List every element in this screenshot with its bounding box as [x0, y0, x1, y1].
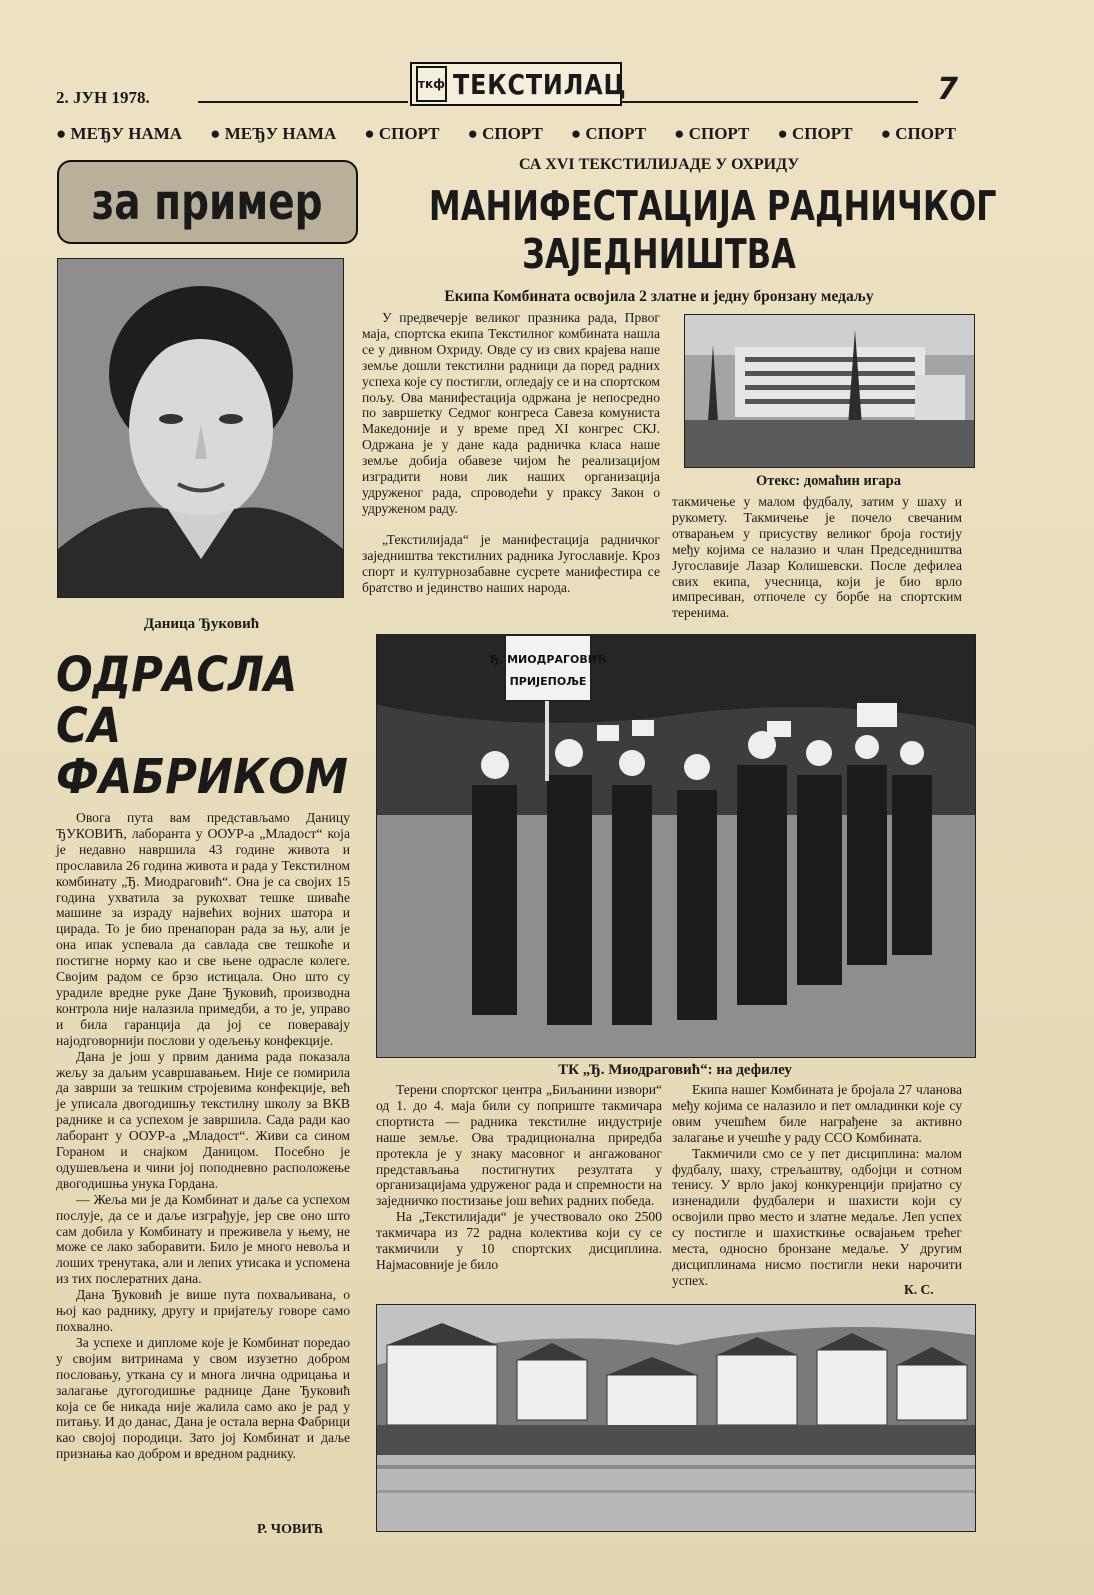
body-paragraph: такмичење у малом фудбалу, затим у шаху и рукомету. Такмичење је почело свечаним отварањем у присуству великог броја гостију међу којима се налазио и члан Председништва Југославије Лазар Колишевски. После дефилеа свих екипа, учесница, који је био врло импресиван, отпочеле су борбе на спортским теренима.	[672, 494, 962, 621]
main-column-d	[672, 1082, 962, 1289]
ohrid-town-image	[377, 1305, 975, 1531]
masthead-logo	[410, 62, 627, 106]
otex-building-image	[685, 315, 974, 467]
body-paragraph: Такмичили смо се у пет дисциплина: малом фудбалу, шаху, стрељаштву, одбојци и сотном тенису. У врло јакој конкуренцији пријатно су изненадили фудбалери и шахисти који су освојили прво место и златне медаље. Леп успех су постигле и шахисткиње освајањем трећег места, односно бронзане медаље. У другим дисциплинама нисмо постигли неки нарочити успех.	[672, 1145, 962, 1288]
main-column-a	[362, 310, 660, 517]
body-paragraph: Екипа нашег Комбината је бројала 27 чланова међу којима се налазило и пет омладинки које су овим учешћем биле награђене за активно залагање и учешће у раду ССО Комбината.	[672, 1082, 962, 1145]
parade-sign-text: Ђ. МИОДРАГОВИЋ	[489, 653, 607, 666]
section-label: ● СПОРТ	[777, 124, 852, 144]
section-label: ● МЕЂУ НАМА	[56, 124, 182, 144]
body-paragraph: У предвечерје великог празника рада, Првог маја, спортска екипа Текстилног комбината нашла се у дивном Охриду. Овде су из свих крајева наше земље дошли текстилни радници да поред радних успеха које су постигли, огледају се и на спортском пољу. Ова манифестација одржана је непосредно по завршетку Седмог конгреса Савеза комуниста Македоније и у време пред XI конгрес СКЈ. Одржана је у дане када радничка класа наше земље добија обавезе чијом ће реализацијом изградити нови лик наших организација удруженог рада, спроводећи у праксу Закон о удруженом раду.	[362, 310, 660, 516]
left-article-body	[56, 810, 350, 1462]
section-label: ● СПОРТ	[881, 124, 956, 144]
section-strip	[56, 124, 956, 144]
ohrid-town-photo	[376, 1304, 976, 1532]
body-paragraph: „Текстилијада“ је манифестација радничког заједништва текстилних радника Југославије. Кроз спорт и културнозабавне сусрете манифестира се братство и јединство наших народа.	[362, 532, 660, 595]
main-signature: К. С.	[904, 1282, 934, 1297]
body-paragraph: За успехе и дипломе које је Комбинат поредао у својим витринама у свом изузетно добром пословању, уткана су и многа лична одрицања и залагање дугогодишње раднице Дане Ђуковић која се бе никада није жалила само ако је рад у питању. И до данас, Дана је остала верна Фабрици као својој породици. Зато јој Комбинат и даље признања као добром и вредном раднику.	[56, 1334, 350, 1462]
masthead-rule-right	[620, 101, 918, 103]
otex-photo	[684, 314, 975, 468]
portrait-photo	[57, 258, 344, 598]
body-paragraph: — Жеља ми је да Комбинат и даље са успехом послује, да се и даље изграђује, јер све оно што сам добила у Комбинату и преживела у њему, не може се лако заборавити. Било је много невоља и лоших тренутака, али и лепих утисака и успомена из тих послератних дана.	[56, 1191, 350, 1287]
main-headline	[428, 182, 997, 278]
main-kicker: СА XVI ТЕКСТИЛИЈАДЕ У ОХРИДУ	[518, 156, 800, 173]
parade-image	[377, 635, 975, 1057]
left-headline-line: СА	[56, 697, 122, 754]
section-label: ● МЕЂУ НАМА	[210, 124, 336, 144]
main-headline-line: МАНИФЕСТАЦИЈА РАДНИЧКОГ	[428, 182, 997, 230]
main-headline-line: ЗАЈЕДНИШТВА	[522, 230, 796, 278]
parade-photo-caption: ТК „Ђ. Миодраговић“: на дефилеу	[558, 1062, 792, 1078]
parade-sign-text: ПРИЈЕПОЉЕ	[509, 675, 587, 688]
body-paragraph: Терени спортског центра „Биљанини извори“ од 1. до 4. маја били су поприште такмичара спортиста — радника текстилне индустрије наше земље. Ова традиционална приредба протекла је у знаку масовног и ангажованог представљања постигнутих резултата у организацијама удруженог рада и спремности на заједничко постизање још већих радних победа.	[376, 1082, 662, 1209]
left-headline-line: ФАБРИКОМ	[56, 748, 349, 805]
otex-photo-caption: Отекс: домаћин игара	[756, 473, 901, 489]
main-column-a-cont	[362, 532, 660, 596]
paper-name: ТЕКСТИЛАЦ	[453, 67, 627, 101]
section-label: ● СПОРТ	[674, 124, 749, 144]
section-label: ● СПОРТ	[571, 124, 646, 144]
logo-mark-icon: ткф	[416, 66, 447, 102]
left-kicker-box	[57, 160, 358, 244]
page-number: 7	[937, 72, 958, 107]
left-kicker: за пример	[91, 173, 324, 231]
main-subhead: Екипа Комбината освојила 2 златне и једну бронзану медаљу	[444, 288, 874, 305]
masthead-rule-left	[198, 101, 408, 103]
portrait-image	[58, 259, 343, 597]
left-headline-line: ОДРАСЛА	[56, 647, 298, 703]
issue-date: 2. ЈУН 1978.	[56, 88, 150, 107]
body-paragraph: Овога пута вам представљамо Даницу ЂУКОВИЋ, лаборанта у ООУР-а „Младост“ која је недавно навршила 43 године живота и прославила 26 година живота и рада у Текстилном комбинату „Ђ. Миодраговић“. Она је са својих 15 година ухватила за рукохват тешке шиваће машине за израду највећих војних шатора и цирада. То је био пренапоран рада за њу, али је она ипак успевала да савлада све тешкоће и постигне норму као и све њене одрасле колеге. Својим радом се брзо истицала. Оно што су урадиле вредне руке Дане Ђуковић, производна контрола није налазила примедби, а то је, управо и била гаранција да јој се поверавају најодговорнији послови у одељењу конфекције.	[56, 810, 350, 1048]
portrait-caption: Даница Ђуковић	[143, 616, 260, 632]
main-column-c	[376, 1082, 662, 1273]
left-signature: Р. ЧОВИЋ	[257, 1522, 324, 1537]
body-paragraph: Дана је још у првим данима рада показала жељу за даљим усавршавањем. Није се помирила да заврши за тешким стројевима конфекције, већ је уписала двогодишњу текстилну школу за ВКВ раднике и са успехом је завршила. Сада ради као лаборант у ООУР-а „Младост“. Живи са сином Гораном и снајком Даницом. Посебно је одушевљена и чини јој поподневно расположење двогодишња унука Гордана.	[56, 1048, 350, 1191]
section-label: ● СПОРТ	[364, 124, 439, 144]
main-column-b	[672, 494, 962, 621]
body-paragraph: На „Текстилијади“ је учествовало око 2500 такмичара из 72 радна колектива који су се такмичили у 10 спортских дисциплина. Најмасовније је било	[376, 1209, 662, 1272]
left-headline	[56, 647, 349, 805]
parade-photo	[376, 634, 976, 1058]
section-label: ● СПОРТ	[468, 124, 543, 144]
body-paragraph: Дана Ђуковић је више пута похваљивана, о њој као раднику, другу и пријатељу говоре само похвално.	[56, 1287, 350, 1334]
